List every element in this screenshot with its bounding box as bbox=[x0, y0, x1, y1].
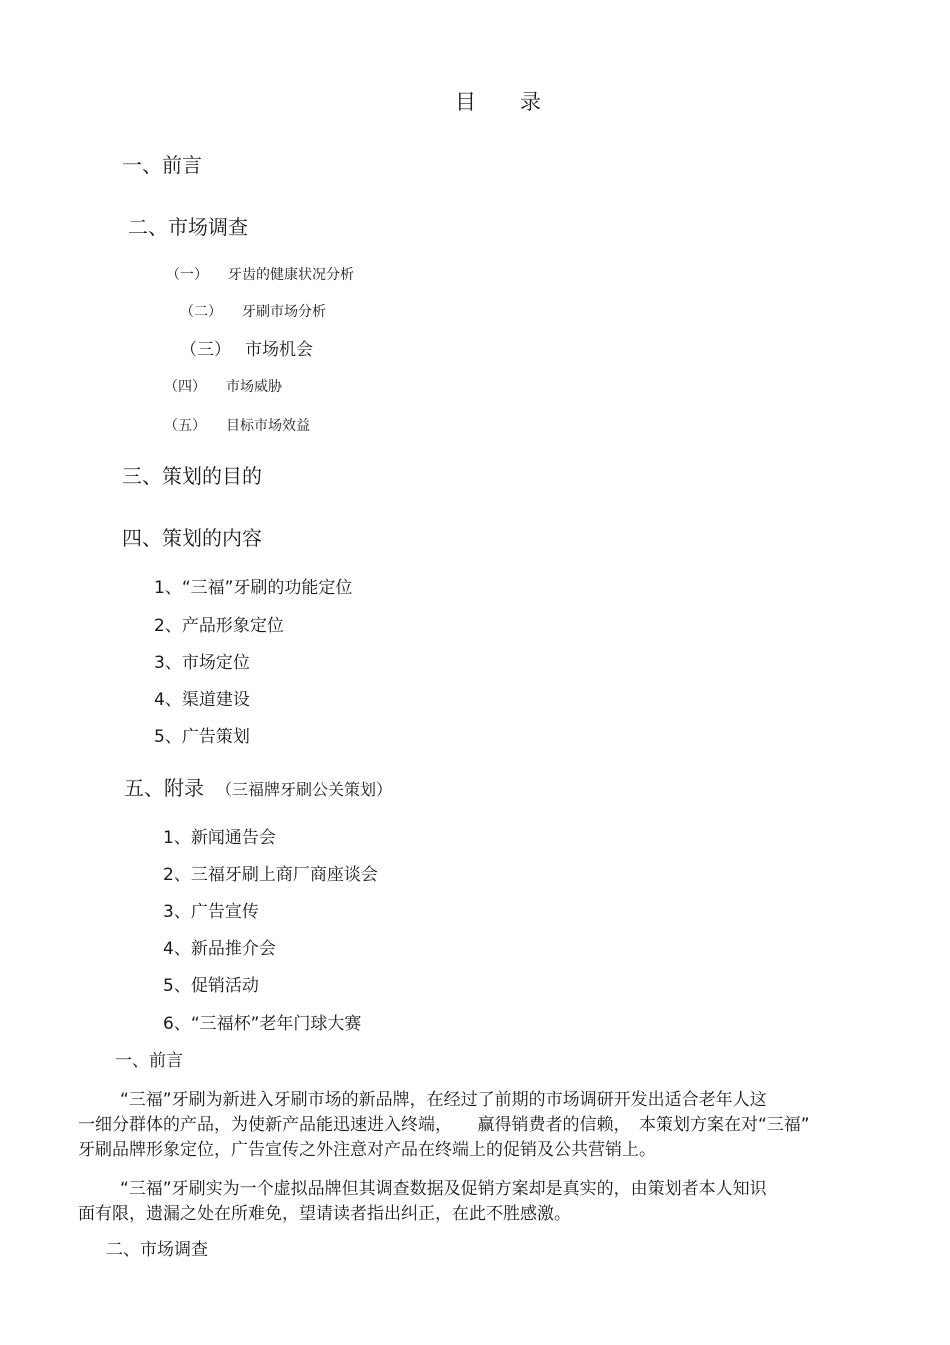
toc-sub-num: （五） bbox=[164, 418, 206, 434]
toc-sub-text: 市场威胁 bbox=[226, 379, 282, 395]
body-heading-preface: 一、前言 bbox=[115, 1051, 183, 1071]
toc-sub-num: （二） bbox=[180, 304, 222, 320]
toc-sub-1 bbox=[166, 268, 354, 282]
toc-item: 5、广告策划 bbox=[154, 727, 250, 747]
paragraph-line: “三福”牙刷实为一个虚拟品牌但其调查数据及促销方案却是真实的，由策划者本人知识 bbox=[120, 1179, 767, 1199]
toc-section-5-title: 五、附录 bbox=[124, 776, 204, 800]
toc-item: 3、市场定位 bbox=[154, 653, 250, 673]
toc-sub-num: （四） bbox=[164, 379, 206, 395]
paragraph-line: 面有限，遗漏之处在所难免，望请读者指出纠正，在此不胜感激。 bbox=[78, 1204, 571, 1224]
toc-item: 1、“三福”牙刷的功能定位 bbox=[154, 578, 353, 598]
toc-item: 4、渠道建设 bbox=[154, 690, 250, 710]
toc-item: 1、新闻通告会 bbox=[163, 828, 276, 848]
toc-title-char-2: 录 bbox=[520, 90, 541, 114]
toc-sub-text: 目标市场效益 bbox=[226, 418, 310, 434]
toc-sub-5 bbox=[164, 419, 310, 433]
toc-item: 6、“三福杯”老年门球大赛 bbox=[163, 1014, 362, 1034]
toc-item: 4、新品推介会 bbox=[163, 939, 276, 959]
toc-sub-2 bbox=[180, 305, 326, 319]
toc-item: 2、三福牙刷上商厂商座谈会 bbox=[163, 865, 378, 885]
toc-sub-3 bbox=[180, 342, 313, 359]
body-heading-market-research: 二、市场调查 bbox=[106, 1240, 208, 1260]
toc-section-4: 四、策划的内容 bbox=[122, 526, 262, 550]
toc-section-2: 二、市场调查 bbox=[128, 215, 248, 239]
toc-section-5 bbox=[124, 778, 392, 798]
toc-sub-num: （一） bbox=[166, 267, 208, 283]
toc-sub-text: 牙刷市场分析 bbox=[242, 304, 326, 320]
toc-item: 5、促销活动 bbox=[163, 976, 259, 996]
toc-item: 3、广告宣传 bbox=[163, 902, 259, 922]
toc-sub-4 bbox=[164, 380, 282, 394]
paragraph-line: “三福”牙刷为新进入牙刷市场的新品牌，在经过了前期的市场调研开发出适合老年人这 bbox=[120, 1090, 767, 1110]
toc-title-char-1: 目 bbox=[455, 90, 476, 114]
toc-sub-num: （三） bbox=[180, 340, 231, 360]
toc-section-3: 三、策划的目的 bbox=[122, 464, 262, 488]
toc-section-1: 一、前言 bbox=[122, 153, 202, 177]
paragraph-line: 一细分群体的产品，为使新产品能迅速进入终端， 赢得销费者的信赖， 本策划方案在对“三福” bbox=[78, 1115, 810, 1135]
toc-sub-text: 牙齿的健康状况分析 bbox=[228, 267, 354, 283]
toc-item: 2、产品形象定位 bbox=[154, 616, 284, 636]
paragraph-line: 牙刷品牌形象定位，广告宣传之外注意对产品在终端上的促销及公共营销上。 bbox=[78, 1140, 656, 1160]
toc-title bbox=[455, 92, 541, 113]
toc-sub-text: 市场机会 bbox=[245, 340, 313, 360]
toc-section-5-note: （三福牌牙刷公关策划） bbox=[216, 780, 393, 799]
